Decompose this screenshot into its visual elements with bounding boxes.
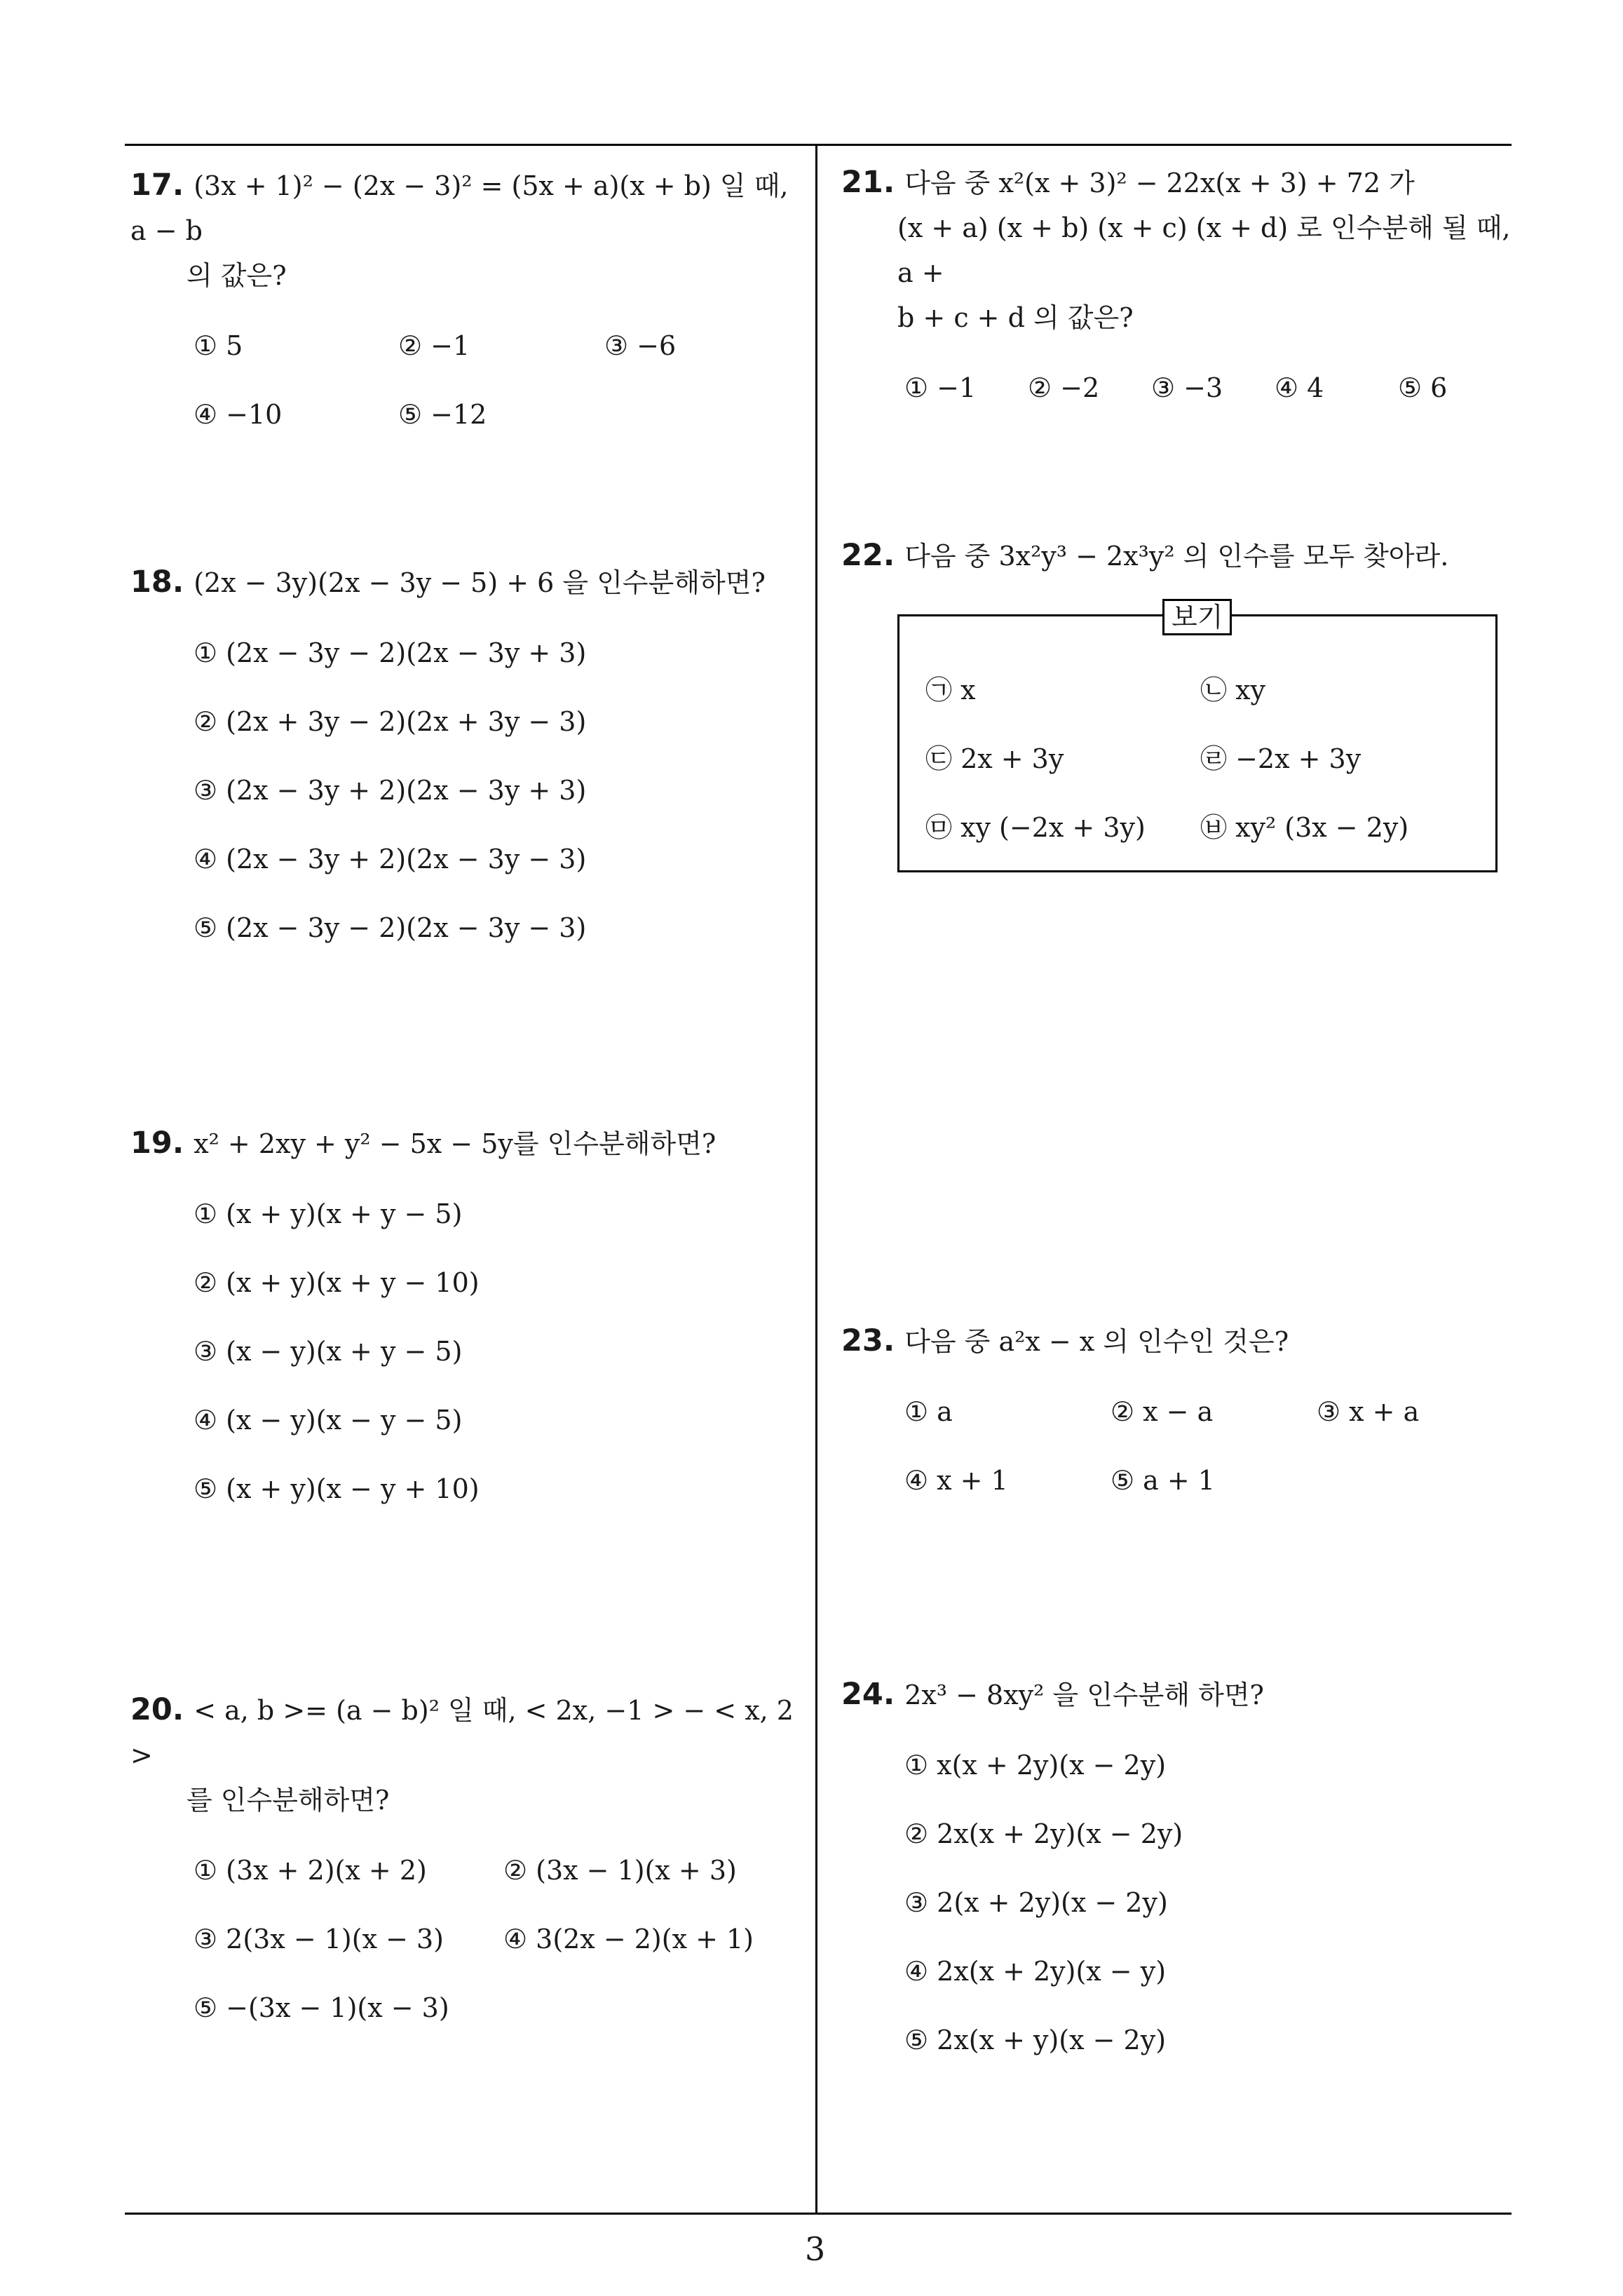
question-text: 2x³ − 8xy² 을 인수분해 하면? (904, 1680, 1264, 1710)
choice-1[interactable]: ① a (904, 1396, 953, 1427)
choice-4[interactable]: ④ 2x(x + 2y)(x − y) (904, 1956, 1167, 1987)
column-divider (815, 145, 817, 2214)
choice-2[interactable]: ② (2x + 3y − 2)(2x + 3y − 3) (193, 706, 587, 737)
problem-number: 20. (130, 1692, 184, 1727)
choice-1[interactable]: ① (x + y)(x + y − 5) (193, 1198, 463, 1229)
problem-21 (841, 160, 1514, 413)
choice-3[interactable]: ③ (x − y)(x + y − 5) (193, 1336, 463, 1367)
bogi-item-5: ㉤ xy (−2x + 3y) (925, 812, 1146, 843)
choice-2[interactable]: ② −2 (1028, 372, 1100, 403)
problem-number: 21. (841, 165, 895, 200)
question-text-cont: 를 인수분해하면? (186, 1785, 390, 1816)
choice-1[interactable]: ① (3x + 2)(x + 2) (193, 1855, 427, 1886)
question-text: 다음 중 a²x − x 의 인수인 것은? (904, 1326, 1289, 1357)
question-text-cont-2: b + c + d 의 값은? (897, 302, 1134, 333)
top-rule (125, 144, 1512, 146)
choice-3[interactable]: ③ x + a (1317, 1396, 1420, 1427)
question-text-cont: (x + a) (x + b) (x + c) (x + d) 로 인수분해 될 때, a + (897, 212, 1511, 288)
question-text: < a, b >= (a − b)² 일 때, < 2x, −1 > − < x, 2 > (130, 1695, 794, 1771)
problem-number: 18. (130, 565, 184, 600)
problem-18-stem (130, 560, 803, 605)
choice-3[interactable]: ③ 2(x + 2y)(x − 2y) (904, 1887, 1168, 1918)
choice-2[interactable]: ② x − a (1111, 1396, 1214, 1427)
choice-2[interactable]: ② (x + y)(x + y − 10) (193, 1267, 480, 1298)
choices (130, 1853, 803, 2036)
bogi-item-2: ㉡ xy (1200, 675, 1265, 705)
choice-3[interactable]: ③ (2x − 3y + 2)(2x − 3y + 3) (193, 775, 587, 806)
problem-number: 24. (841, 1677, 895, 1712)
choices (130, 329, 803, 441)
problem-22 (841, 533, 1514, 870)
question-text: (3x + 1)² − (2x − 3)² = (5x + a)(x + b) 일 때, a − b (130, 170, 789, 246)
choices (841, 1395, 1514, 1507)
choice-1[interactable]: ① −1 (904, 372, 977, 403)
question-text: (2x − 3y)(2x − 3y − 5) + 6 을 인수분해하면? (193, 567, 766, 598)
choice-4[interactable]: ④ x + 1 (904, 1465, 1008, 1496)
choice-2[interactable]: ② 2x(x + 2y)(x − 2y) (904, 1818, 1183, 1849)
problem-20 (130, 1687, 803, 2036)
choice-4[interactable]: ④ (2x − 3y + 2)(2x − 3y − 3) (193, 844, 587, 874)
choices (841, 371, 1514, 413)
bogi-item-4: ㉣ −2x + 3y (1200, 743, 1361, 774)
choice-5[interactable]: ⑤ −12 (398, 399, 487, 430)
choice-1[interactable]: ① x(x + 2y)(x − 2y) (904, 1750, 1167, 1781)
choice-1[interactable]: ① 5 (193, 330, 243, 361)
choices (130, 1197, 803, 1520)
problem-23 (841, 1318, 1514, 1507)
question-text: 다음 중 x²(x + 3)² − 22x(x + 3) + 72 가 (904, 168, 1415, 198)
choice-3[interactable]: ③ 2(3x − 1)(x − 3) (193, 1924, 444, 1954)
choice-3[interactable]: ③ −3 (1151, 372, 1223, 403)
choice-5[interactable]: ⑤ 2x(x + y)(x − 2y) (904, 2025, 1167, 2055)
problem-20-stem (130, 1687, 803, 1778)
problem-21-stem (841, 160, 1514, 205)
choice-5[interactable]: ⑤ 6 (1398, 372, 1448, 403)
question-text-cont: 의 값은? (186, 260, 287, 291)
problem-17-stem (130, 163, 803, 253)
choice-4[interactable]: ④ 3(2x − 2)(x + 1) (503, 1924, 754, 1954)
choice-5[interactable]: ⑤ (2x − 3y − 2)(2x − 3y − 3) (193, 912, 587, 943)
problem-number: 23. (841, 1323, 895, 1358)
choice-2[interactable]: ② −1 (398, 330, 470, 361)
choice-5[interactable]: ⑤ (x + y)(x − y + 10) (193, 1473, 480, 1504)
problem-18 (130, 560, 803, 959)
problem-17 (130, 163, 803, 441)
choices (841, 1748, 1514, 2071)
bogi-item-1: ㉠ x (925, 675, 976, 705)
problem-19 (130, 1121, 803, 1520)
question-text: x² + 2xy + y² − 5x − 5y를 인수분해하면? (193, 1128, 717, 1159)
choice-1[interactable]: ① (2x − 3y − 2)(2x − 3y + 3) (193, 637, 587, 668)
problem-number: 17. (130, 168, 184, 203)
choice-5[interactable]: ⑤ a + 1 (1111, 1465, 1215, 1496)
problem-19-stem (130, 1121, 803, 1166)
choice-5[interactable]: ⑤ −(3x − 1)(x − 3) (193, 1992, 449, 2023)
bottom-rule (125, 2213, 1512, 2215)
bogi-item-3: ㉢ 2x + 3y (925, 743, 1064, 774)
choice-4[interactable]: ④ −10 (193, 399, 283, 430)
bogi-title: 보기 (1162, 599, 1232, 635)
choice-3[interactable]: ③ −6 (604, 330, 677, 361)
page-number: 3 (805, 2230, 826, 2268)
problem-22-stem (841, 533, 1514, 579)
problem-number: 19. (130, 1126, 184, 1161)
choices (130, 636, 803, 959)
choice-4[interactable]: ④ 4 (1275, 372, 1324, 403)
question-text: 다음 중 3x²y³ − 2x³y² 의 인수를 모두 찾아라. (904, 541, 1449, 572)
problem-23-stem (841, 1318, 1514, 1364)
problem-number: 22. (841, 538, 895, 573)
problem-24 (841, 1672, 1514, 2071)
choice-2[interactable]: ② (3x − 1)(x + 3) (503, 1855, 737, 1886)
choice-4[interactable]: ④ (x − y)(x − y − 5) (193, 1405, 463, 1436)
problem-24-stem (841, 1672, 1514, 1717)
bogi-item-6: ㉥ xy² (3x − 2y) (1200, 812, 1409, 843)
